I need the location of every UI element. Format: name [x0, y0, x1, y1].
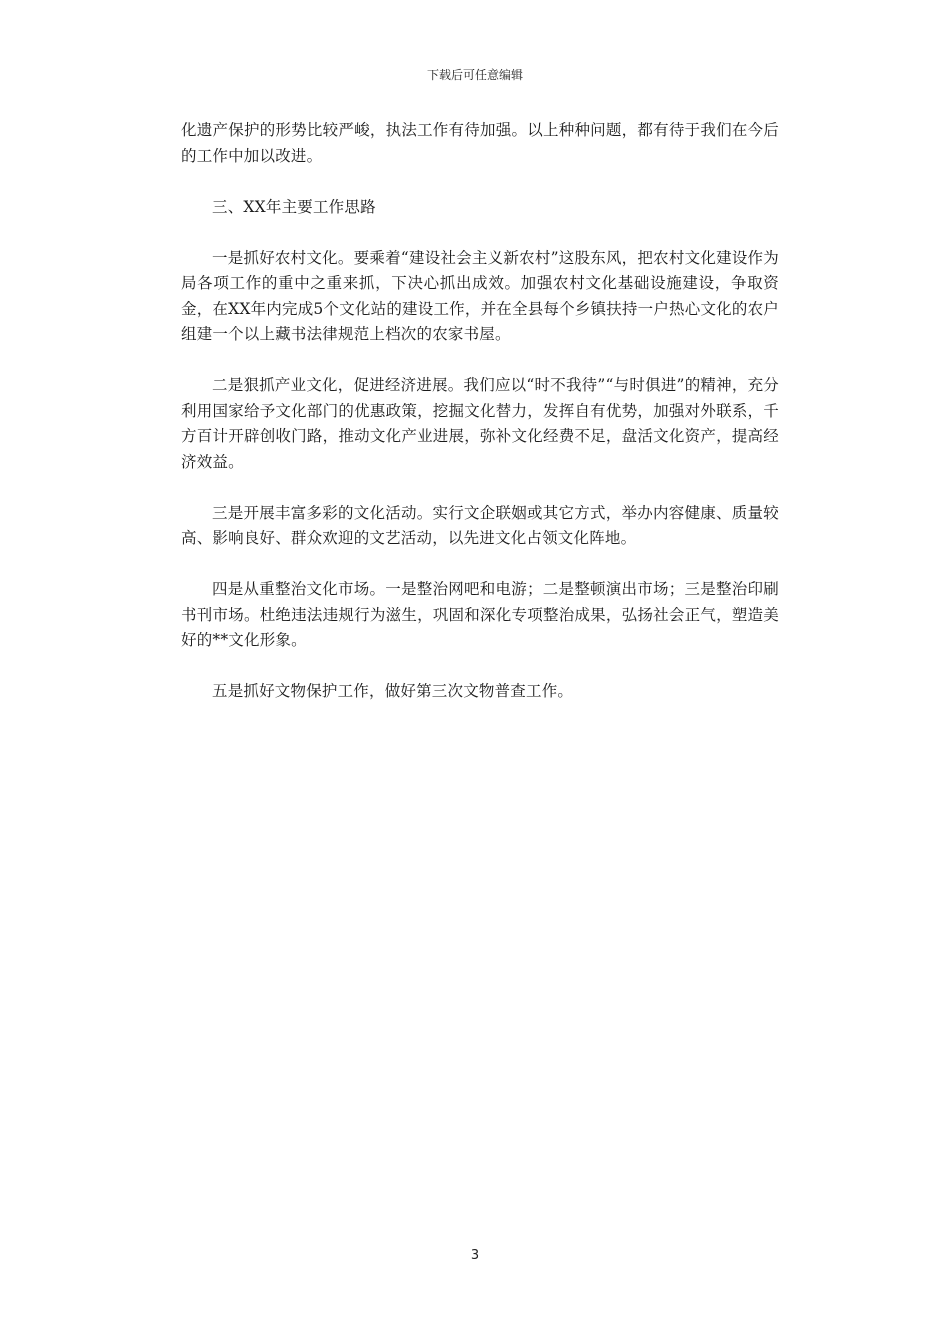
page-number: 3 — [470, 1248, 480, 1263]
paragraph-market-regulation: 四是从重整治文化市场。一是整治网吧和电游；二是整顿演出市场；三是整治印刷书刊市场。杜绝违法违规行为滋生，巩固和深化专项整治成果，弘扬社会正气，塑造美好的**文化形象。 — [181, 580, 779, 649]
page-header: 下载后可任意编辑 — [426, 68, 523, 82]
paragraph-cultural-activities: 三是开展丰富多彩的文化活动。实行文企联姻或其它方式，举办内容健康、质量较高、影响良好、群众欢迎的文艺活动，以先进文化占领文化阵地。 — [181, 503, 779, 547]
paragraph-heritage-protection: 五是抓好文物保护工作，做好第三次文物普查工作。 — [212, 682, 574, 700]
continued-paragraph: 化遗产保护的形势比较严峻，执法工作有待加强。以上种种问题，都有待于我们在今后的工作中加以改进。 — [181, 121, 779, 165]
document-body — [181, 118, 779, 730]
paragraph-rural-culture: 一是抓好农村文化。要乘着“建设社会主义新农村”这股东风，把农村文化建设作为局各项工作的重中之重来抓，下决心抓出成效。加强农村文化基础设施建设，争取资金，在XX年内完成5个文化站的建设工作，并在全县每个乡镇扶持一户热心文化的农户组建一个以上藏书法律规范上档次的农家书屋。 — [181, 248, 779, 343]
section-heading: 三、XX年主要工作思路 — [212, 197, 376, 216]
paragraph-industry-culture: 二是狠抓产业文化，促进经济进展。我们应以“时不我待”“与时俱进”的精神，充分利用国家给予文化部门的优惠政策，挖掘文化替力，发挥自有优势，加强对外联系，千方百计开辟创收门路，推动文化产业进展，弥补文化经费不足，盘活文化资产，提高经济效益。 — [181, 376, 779, 471]
